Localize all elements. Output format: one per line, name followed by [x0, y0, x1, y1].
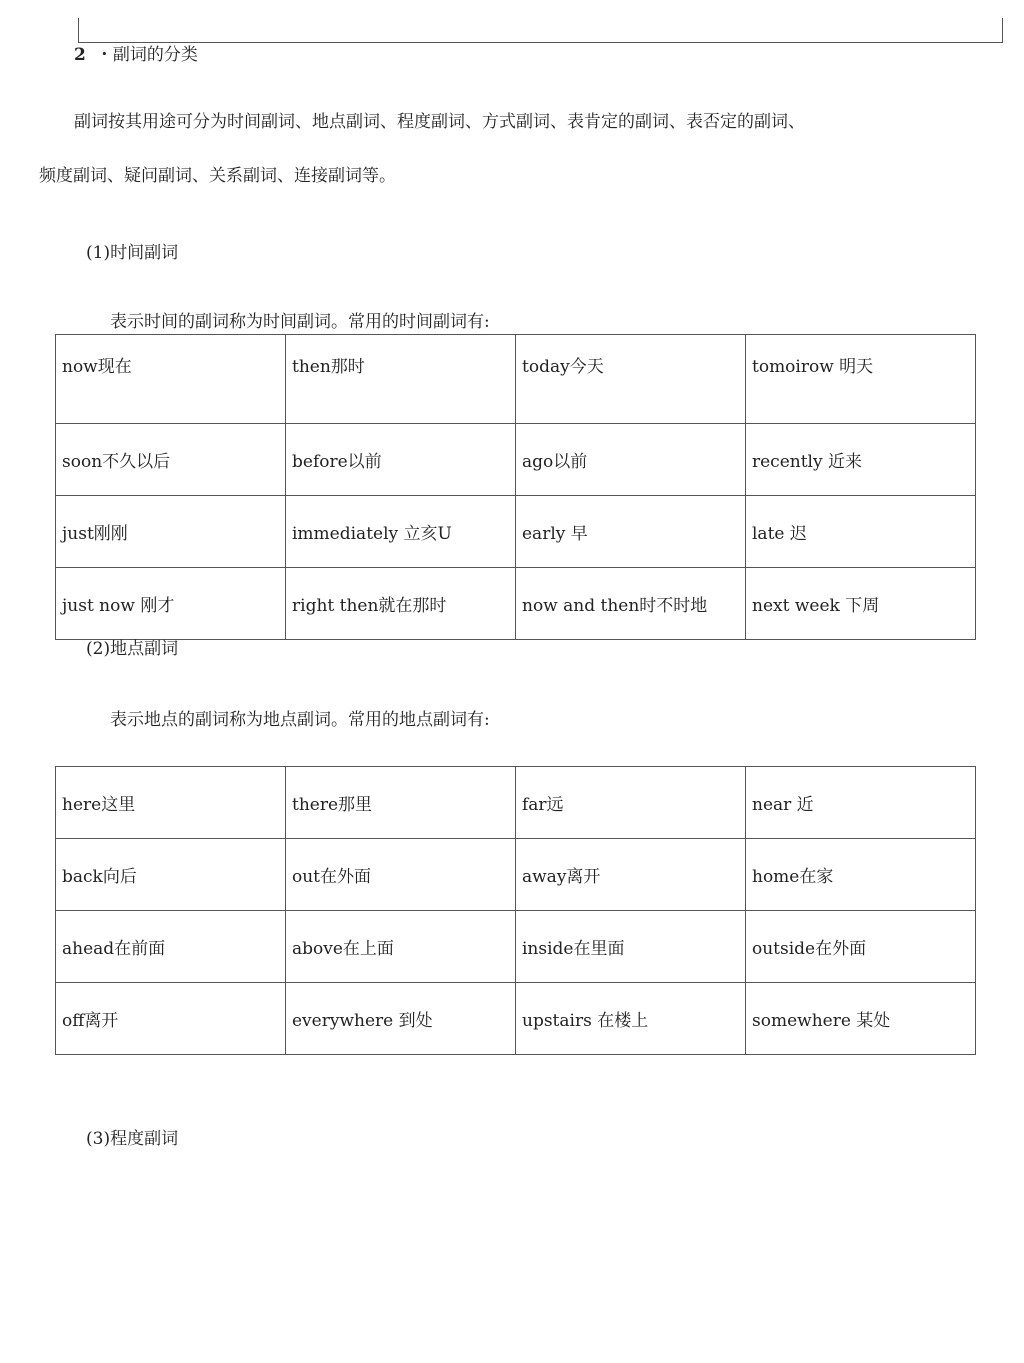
table-cell: now现在 [56, 335, 286, 424]
table-cell: away离开 [516, 839, 746, 911]
table-cell: above在上面 [286, 911, 516, 983]
page-top-frame [78, 18, 1003, 43]
place-adverbs-heading: (2)地点副词 [86, 639, 179, 659]
table-cell: before以前 [286, 424, 516, 496]
table-cell: today今天 [516, 335, 746, 424]
table-cell: next week 下周 [746, 568, 976, 640]
intro-line-2: 频度副词、疑问副词、关系副词、连接副词等。 [39, 166, 396, 186]
table-cell: late 迟 [746, 496, 976, 568]
table-cell: inside在里面 [516, 911, 746, 983]
table-row [56, 335, 976, 424]
section-heading [74, 44, 198, 66]
table-row [56, 983, 976, 1055]
table-cell: somewhere 某处 [746, 983, 976, 1055]
table-row [56, 424, 976, 496]
time-adverbs-heading: (1)时间副词 [86, 243, 179, 263]
table-cell: out在外面 [286, 839, 516, 911]
table-cell: everywhere 到处 [286, 983, 516, 1055]
table-cell: right then就在那时 [286, 568, 516, 640]
table-cell: far远 [516, 767, 746, 839]
table-row [56, 568, 976, 640]
degree-adverbs-heading: (3)程度副词 [86, 1129, 179, 1149]
section-title: ・副词的分类 [95, 45, 198, 65]
table-cell: now and then时不时地 [516, 568, 746, 640]
section-number: 2 [74, 45, 86, 65]
place-adverbs-table [55, 766, 976, 1055]
table-cell: then那时 [286, 335, 516, 424]
table-cell: here这里 [56, 767, 286, 839]
table-cell: home在家 [746, 839, 976, 911]
intro-line-1: 副词按其用途可分为时间副词、地点副词、程度副词、方式副词、表肯定的副词、表否定的副词、 [74, 112, 805, 132]
table-row [56, 496, 976, 568]
table-cell: immediately 立亥U [286, 496, 516, 568]
table-cell: early 早 [516, 496, 746, 568]
table-cell: back向后 [56, 839, 286, 911]
table-cell: soon不久以后 [56, 424, 286, 496]
table-cell: off离开 [56, 983, 286, 1055]
table-cell: ago以前 [516, 424, 746, 496]
time-adverbs-table [55, 334, 976, 640]
table-cell: there那里 [286, 767, 516, 839]
table-cell: near 近 [746, 767, 976, 839]
table-cell: upstairs 在楼上 [516, 983, 746, 1055]
time-adverbs-description: 表示时间的副词称为时间副词。常用的时间副词有: [110, 312, 490, 332]
table-row [56, 767, 976, 839]
table-cell: tomoirow 明天 [746, 335, 976, 424]
table-cell: ahead在前面 [56, 911, 286, 983]
table-cell: outside在外面 [746, 911, 976, 983]
place-adverbs-description: 表示地点的副词称为地点副词。常用的地点副词有: [110, 710, 490, 730]
table-cell: recently 近来 [746, 424, 976, 496]
table-cell: just now 刚才 [56, 568, 286, 640]
table-row [56, 839, 976, 911]
table-cell: just刚刚 [56, 496, 286, 568]
table-row [56, 911, 976, 983]
